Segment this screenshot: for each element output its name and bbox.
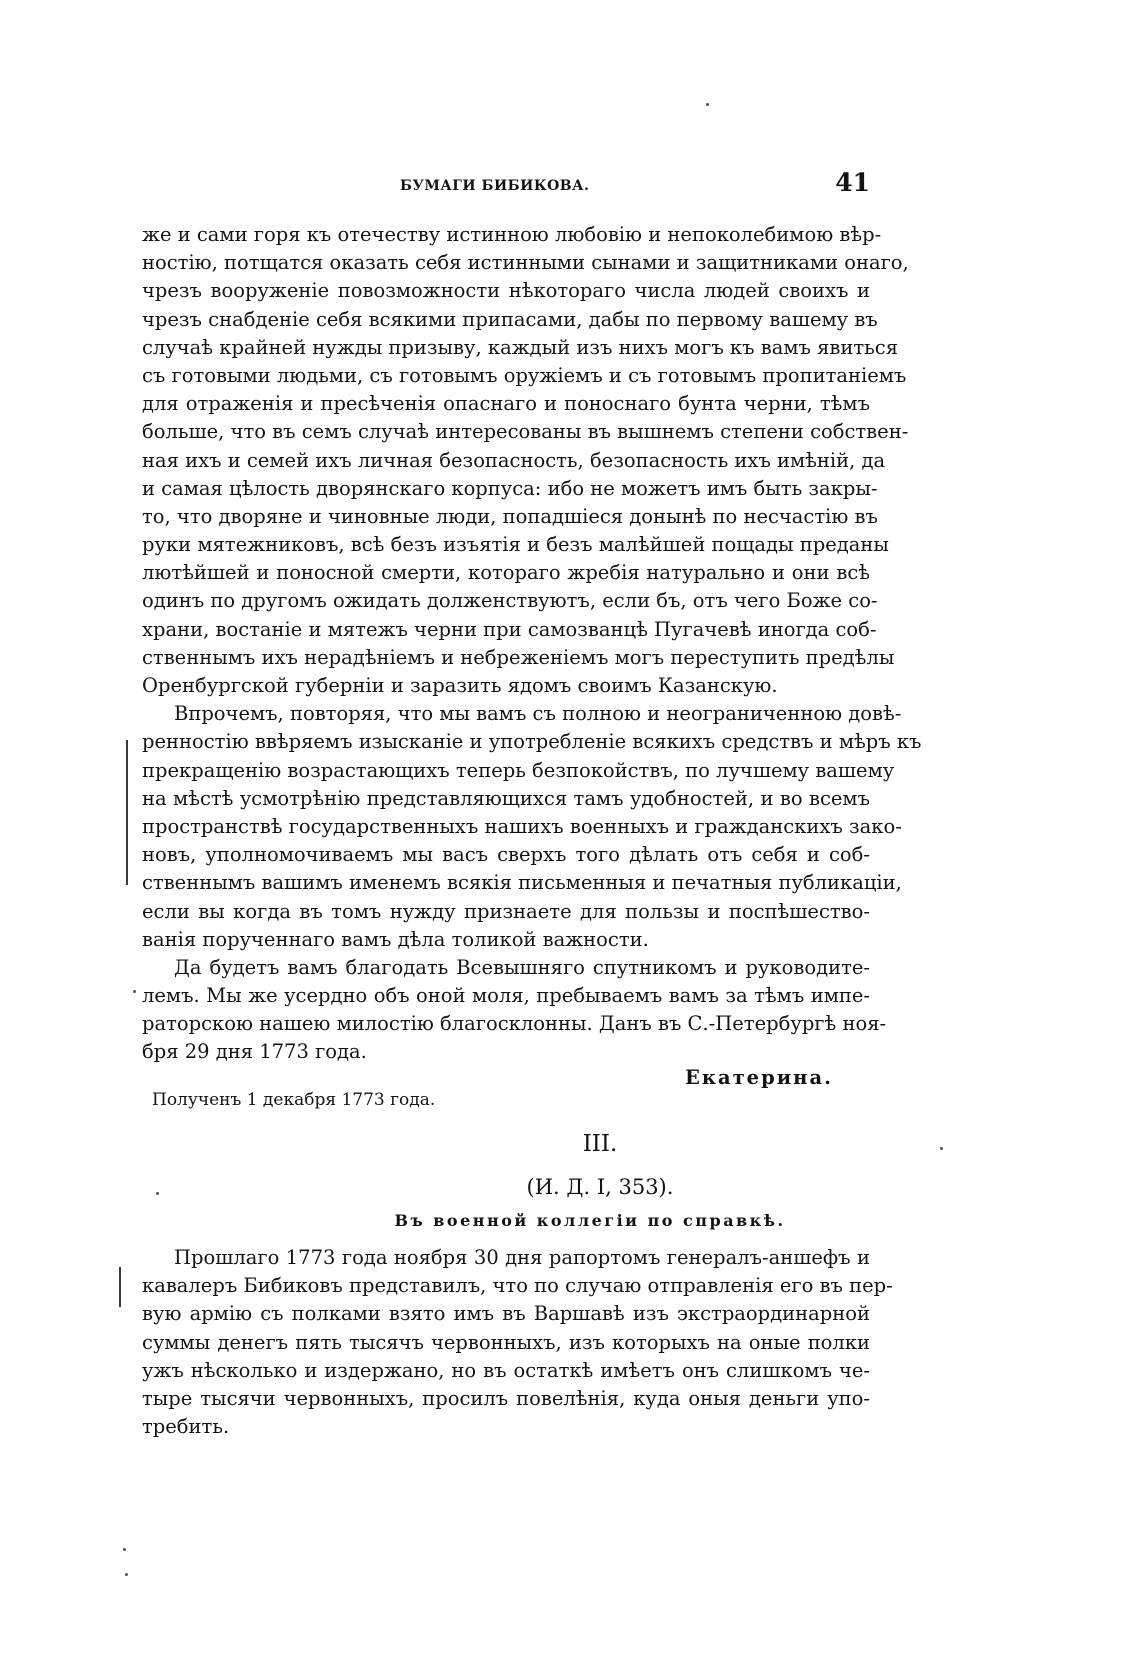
text-line: ностію, потщатся оказать себя истинными сынами и защитниками онаго, bbox=[142, 251, 909, 275]
text-line: Впрочемъ, повторяя, что мы вамъ съ полною и неограниченною довѣ- bbox=[174, 702, 902, 726]
text-block-main bbox=[142, 221, 922, 1067]
text-line: для отраженія и пресѣченія опаснаго и поноснаго бунта черни, тѣмъ bbox=[142, 392, 870, 416]
text-line: съ готовыми людьми, съ готовымъ оружіемъ и съ готовымъ пропитаніемъ bbox=[142, 363, 907, 387]
text-line: ренностію ввѣряемъ изысканіе и употребленіе всякихъ средствъ и мѣръ къ bbox=[142, 730, 922, 754]
text-line: чрезъ снабденіе себя всякими припасами, дабы по первому вашему въ bbox=[142, 307, 878, 331]
text-line: чрезъ вооруженіе повозможности нѣкотораго числа людей своихъ и bbox=[142, 279, 870, 303]
margin-line-mark bbox=[119, 1267, 121, 1307]
running-title: БУМАГИ БИБИКОВА. bbox=[400, 178, 590, 194]
text-line: Прошлаго 1773 года ноября 30 дня рапортомъ генералъ-аншефъ и bbox=[174, 1246, 870, 1269]
text-line: храни, востаніе и мятежъ черни при самозванцѣ Пугачевѣ иногда соб- bbox=[142, 617, 877, 641]
print-speck bbox=[123, 1548, 126, 1551]
text-line: руки мятежниковъ, всѣ безъ изъятія и безъ малѣйшей пощады преданы bbox=[142, 533, 889, 557]
text-line: то, что дворяне и чиновные люди, попадшіеся донынѣ по несчастію въ bbox=[142, 504, 878, 528]
text-line: вую армію съ полками взято имъ въ Варшавѣ изъ экстраординарной bbox=[142, 1302, 870, 1326]
text-line: кавалеръ Бибиковъ представилъ, что по случаю отправленія его въ пер- bbox=[142, 1274, 893, 1298]
text-line: прекращенію возрастающихъ теперь безпокойствъ, по лучшему вашему bbox=[142, 758, 895, 782]
text-line: требить. bbox=[142, 1415, 230, 1439]
document-reference: (И. Д. I, 353). bbox=[526, 1175, 674, 1199]
text-line: Да будетъ вамъ благодать Всевышняго спутникомъ и руководите- bbox=[174, 955, 870, 979]
signature: Екатерина. bbox=[685, 1066, 833, 1089]
received-note: Полученъ 1 декабря 1773 года. bbox=[152, 1090, 436, 1110]
page-header bbox=[150, 168, 870, 204]
text-line: лютѣйшей и поносной смерти, котораго жребія натурально и они всѣ bbox=[142, 561, 870, 585]
margin-line-mark bbox=[126, 740, 128, 885]
text-line: тыре тысячи червонныхъ, просилъ повелѣнія, куда оныя деньги упо- bbox=[142, 1386, 870, 1410]
print-speck bbox=[133, 990, 136, 993]
text-line: ужъ нѣсколько и издержано, но въ остаткѣ имѣетъ онъ слишкомъ че- bbox=[142, 1358, 870, 1382]
text-line: же и сами горя къ отечеству истинною любовію и непоколебимою вѣр- bbox=[142, 223, 882, 246]
text-line: одинъ по другомъ ожидать долженствуютъ, если бъ, отъ чего Боже со- bbox=[142, 589, 878, 613]
document-heading: Въ военной коллегіи по справкѣ. bbox=[394, 1211, 786, 1230]
text-line: если вы когда въ томъ нужду признаете для пользы и поспѣшество- bbox=[142, 899, 870, 923]
document-number: III. bbox=[582, 1131, 618, 1157]
text-line: ственнымъ вашимъ именемъ всякія письменныя и печатныя публикаціи, bbox=[142, 871, 902, 895]
text-line: лемъ. Мы же усердно объ оной моля, пребываемъ вамъ за тѣмъ импе- bbox=[142, 984, 870, 1008]
text-line: ственнымъ ихъ нерадѣніемъ и небреженіемъ могъ переступить предѣлы bbox=[142, 645, 895, 669]
text-block-document bbox=[142, 1244, 893, 1441]
print-speck bbox=[156, 1192, 159, 1195]
print-speck bbox=[706, 103, 709, 106]
text-line: на мѣстѣ усмотрѣнію представляющихся тамъ удобностей, и во всемъ bbox=[142, 786, 870, 810]
text-line: ная ихъ и семей ихъ личная безопасность, безопасность ихъ имѣній, да bbox=[142, 448, 886, 472]
text-line: случаѣ крайней нужды призыву, каждый изъ нихъ могъ къ вамъ явиться bbox=[142, 335, 899, 359]
text-line: и самая цѣлость дворянскаго корпуса: ибо не можетъ имъ быть закры- bbox=[142, 476, 878, 500]
page-number: 41 bbox=[835, 168, 870, 197]
text-line: суммы денегъ пять тысячъ червонныхъ, изъ которыхъ на оные полки bbox=[142, 1330, 870, 1354]
text-line: новъ, уполномочиваемъ мы васъ сверхъ того дѣлать отъ себя и соб- bbox=[142, 843, 870, 867]
print-speck bbox=[940, 1147, 943, 1150]
text-line: Оренбургской губерніи и заразить ядомъ своимъ Казанскую. bbox=[142, 674, 778, 697]
print-speck bbox=[125, 1573, 128, 1576]
text-line: бря 29 дня 1773 года. bbox=[142, 1040, 367, 1064]
text-line: больше, что въ семъ случаѣ интересованы въ вышнемъ степени собствен- bbox=[142, 420, 909, 444]
text-line: ванія порученнаго вамъ дѣла толикой важности. bbox=[142, 927, 649, 951]
text-line: раторскою нашею милостію благосклонны. Данъ въ С.-Петербургѣ ноя- bbox=[142, 1012, 887, 1036]
text-line: пространствѣ государственныхъ нашихъ военныхъ и гражданскихъ зако- bbox=[142, 814, 902, 838]
